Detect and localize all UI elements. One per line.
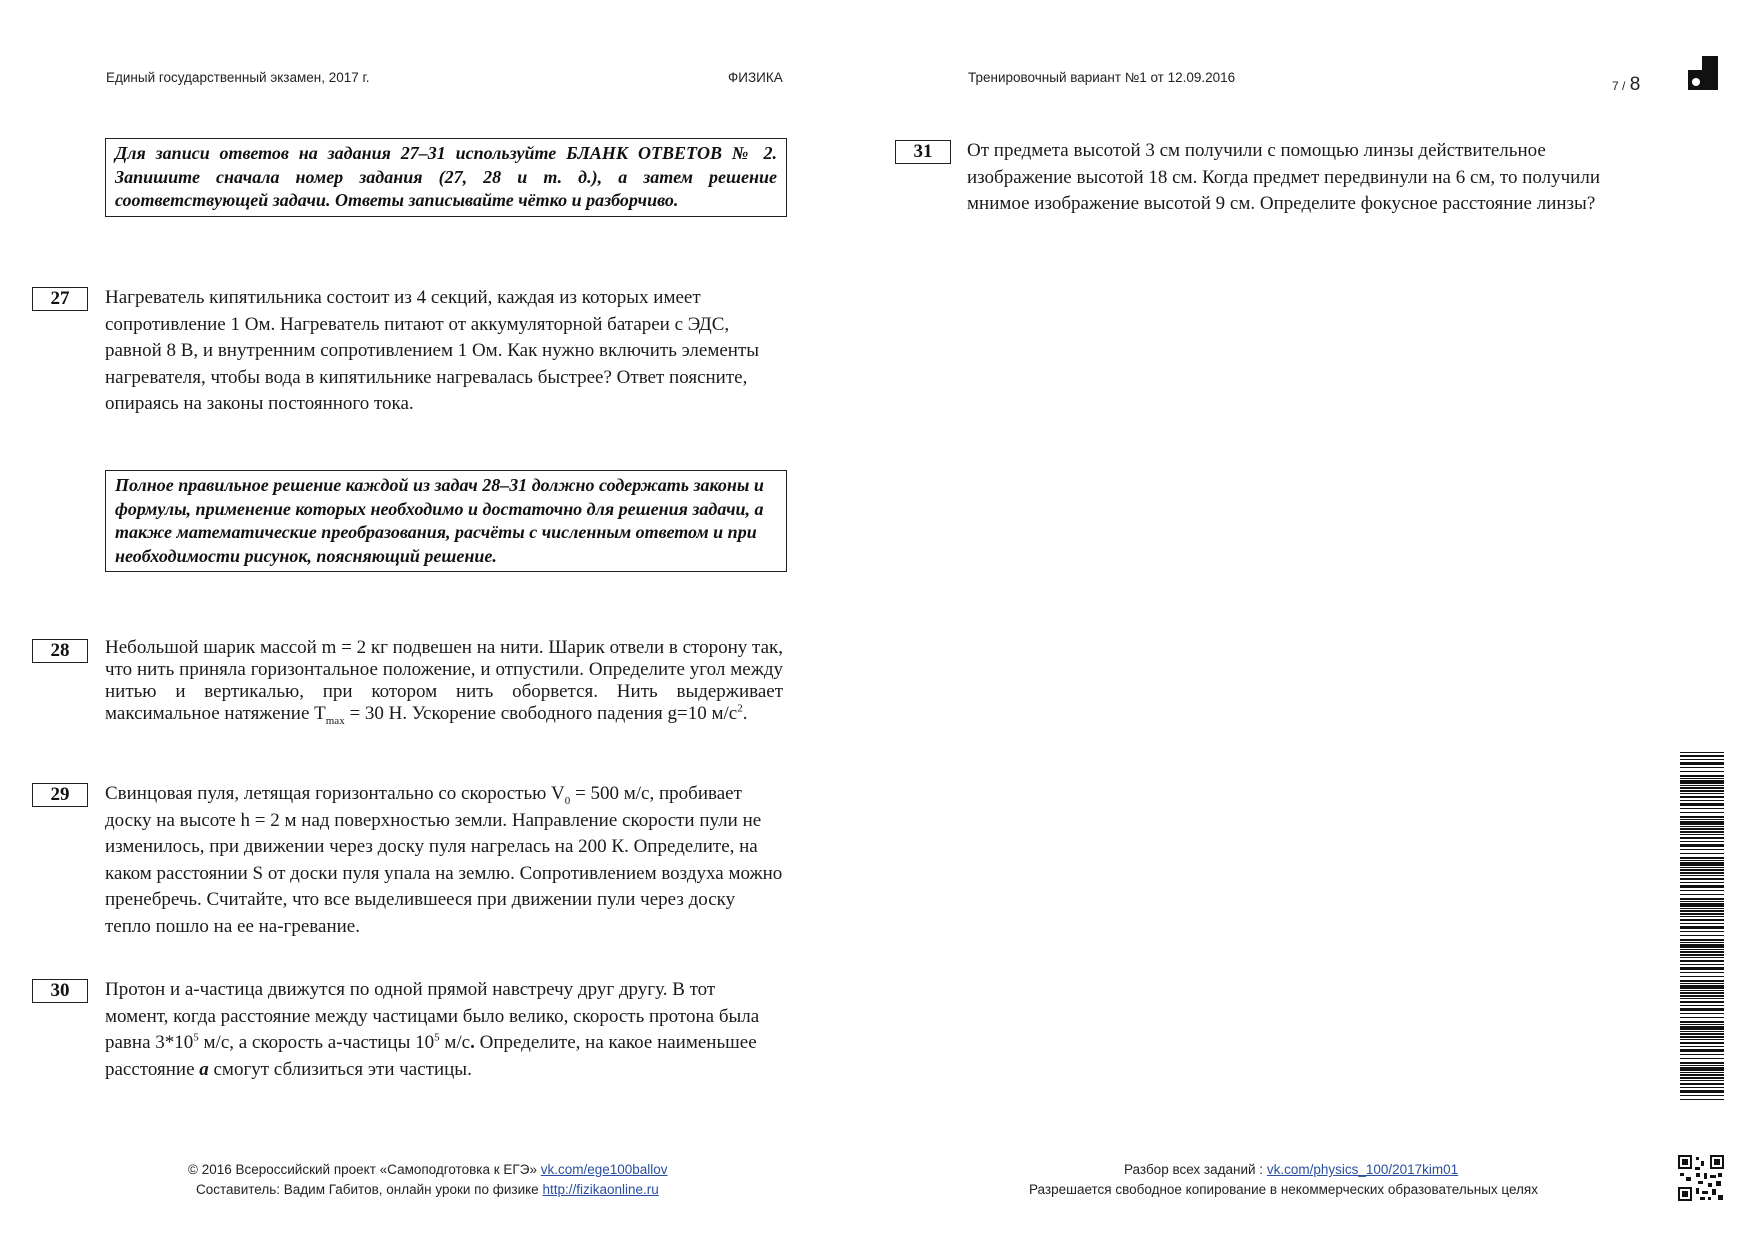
task-29-number: 29	[32, 783, 88, 807]
task-30-number: 30	[32, 979, 88, 1003]
footer-right-line2: Разрешается свободное копирование в некоммерческих образовательных целях	[1029, 1182, 1538, 1197]
task-28-text: Небольшой шарик массой m = 2 кг подвешен на нити. Шарик отвели в сторону так, что нить приняла горизонтальное положение, и отпустили. Определите угол между нитью и вертикалью, при котором нить оборвется. Нить выдерживает максимальное натяжение $T_{max} = 30$ Н. Ускорение свободного падения g=10 $м/с^2$.	[105, 637, 783, 727]
page-current: 7 /	[1612, 79, 1626, 93]
task-31-number: 31	[895, 140, 951, 164]
task-29-text: Свинцовая пуля, летящая горизонтально со скоростью $V_0 = 500$ м/с, пробивает доску на высоте h = 2 м над поверхностью земли. Направление скорости пули не изменилось, при движении через доску пуля нагрелась на 200 К. Определите, на каком расстоянии S от доски пуля упала на землю. Сопротивлением воздуха можно пренебречь. Считайте, что все выделившееся при движении пули через доску тепло пошло на ее на-гревание.	[105, 783, 783, 937]
vk-ege-link[interactable]: vk.com/ege100ballov	[540, 1162, 668, 1177]
exam-logo-icon	[1688, 56, 1718, 90]
task-28-number: 28	[32, 639, 88, 663]
page-total: 8	[1629, 74, 1641, 95]
page-number	[1612, 74, 1640, 96]
footer-left-line1: © 2016 Всероссийский проект «Самоподготовка к ЕГЭ» vk.com/ege100ballov	[188, 1162, 668, 1177]
fizikaonline-link[interactable]: http://fizikaonline.ru	[542, 1182, 659, 1197]
task-30-text: Протон и a-частица движутся по одной прямой навстречу друг другу. В тот момент, когда расстояние между частицами было велико, скорость протона была равна $3*10^5$ м/с, а скорость a-частицы $10^5$ м/с. Определите, на какое наименьшее расстояние a смогут сблизиться эти частицы.	[105, 979, 760, 1080]
vk-physics-link[interactable]: vk.com/physics_100/2017kim01	[1266, 1162, 1459, 1177]
subject-title: ФИЗИКА	[728, 70, 783, 85]
footer-right-line1: Разбор всех заданий : vk.com/physics_100/2017kim01	[1124, 1162, 1459, 1177]
exam-title: Единый государственный экзамен, 2017 г.	[106, 70, 370, 85]
full-solution-notice: Полное правильное решение каждой из задач 28–31 должно содержать законы и формулы, применение которых необходимо и достаточно для решения задачи, а также математические преобразования, расчёты с численным ответом и при необходимости рисунок, поясняющий решение.	[105, 470, 787, 572]
answer-form-notice: Для записи ответов на задания 27–31 используйте БЛАНК ОТВЕТОВ № 2. Запишите сначала номер задания (27, 28 и т. д.), а затем решение соответствующей задачи. Ответы записывайте чётко и разборчиво.	[105, 138, 787, 217]
qr-code-icon	[1678, 1155, 1724, 1201]
barcode-icon	[1680, 752, 1724, 1102]
variant-title: Тренировочный вариант №1 от 12.09.2016	[968, 70, 1236, 85]
task-27-text: Нагреватель кипятильника состоит из 4 секций, каждая из которых имеет сопротивление 1 Ом. Нагреватель питают от аккумуляторной батареи с ЭДС, равной 8 В, и внутренним сопротивлением 1 Ом. Как нужно включить элементы нагревателя, чтобы вода в кипятильнике нагревалась быстрее? Ответ поясните, опираясь на законы постоянного тока.	[105, 287, 760, 414]
footer-left-line2: Составитель: Вадим Габитов, онлайн уроки по физике http://fizikaonline.ru	[196, 1182, 659, 1197]
task-31-text: От предмета высотой 3 см получили с помощью линзы действительное изображение высотой 18 см. Когда предмет передвинули на 6 см, то получили мнимое изображение высотой 9 см. Определите фокусное расстояние линзы?	[967, 140, 1600, 214]
task-27-number: 27	[32, 287, 88, 311]
